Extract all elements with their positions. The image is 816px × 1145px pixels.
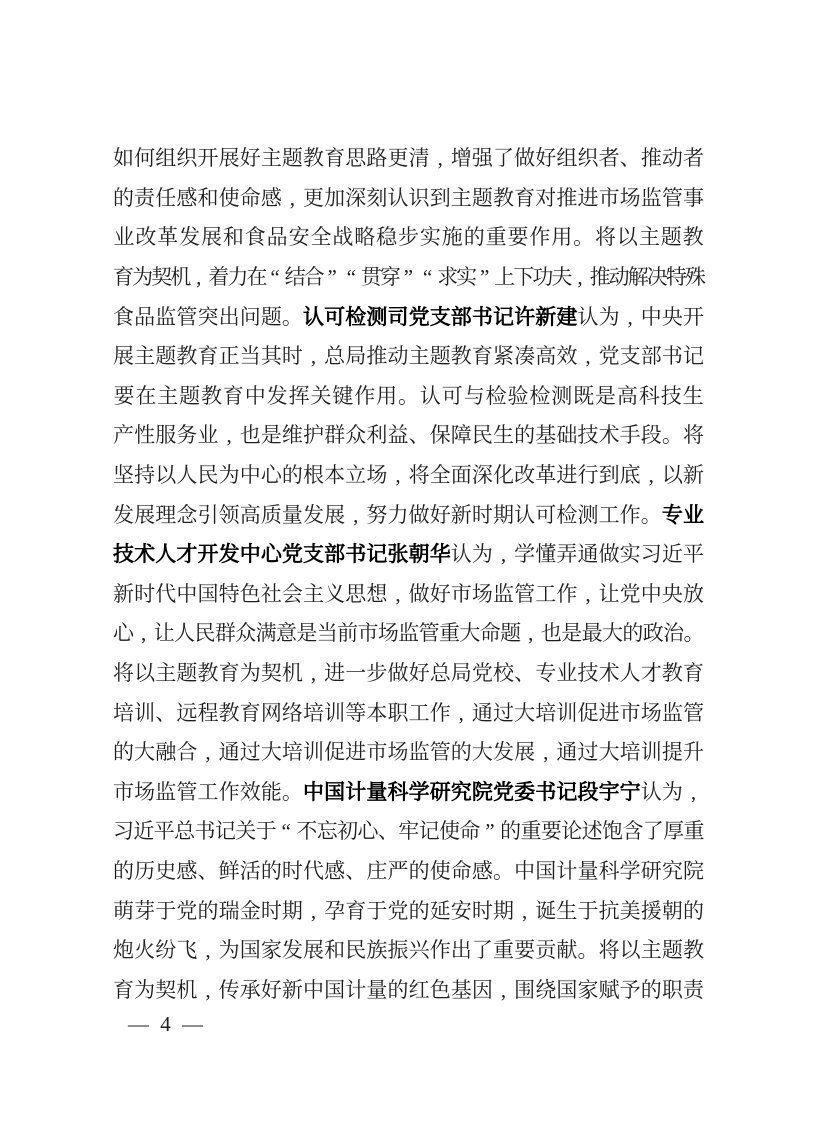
- text-line: 的 大 融 合 , 通 过 大 培 训 促 进 市 场 监 管 的 大 发 展 , 通 过 大 培 训 提 升: [113, 740, 704, 765]
- page-number-text: — 4 —: [128, 1012, 206, 1036]
- text-line: 心 , 让 人 民 群 众 满 意 是 当 前 市 场 监 管 重 大 命 题 , 也 是 最 大 的 政 治 。: [113, 621, 705, 646]
- text-line: 产 性 服 务 业 , 也 是 维 护 群 众 利 益 、 保 障 民 生 的 基 础 技 术 手 段 。 将: [113, 423, 704, 448]
- text-line: 要 在 主 题 教 育 中 发 挥 关 键 作 用 。 认 可 与 检 验 检 测 既 是 高 科 技 生: [113, 383, 704, 408]
- text-line: 炮 火 纷 飞 , 为 国 家 发 展 和 民 族 振 兴 作 出 了 重 要 贡 献 。 将 以 主 题 教: [113, 938, 704, 963]
- text-line: 的 责 任 感 和 使 命 感 , 更 加 深 刻 认 识 到 主 题 教 育 对 推 进 市 场 监 管 事: [113, 185, 704, 210]
- text-line: 育 为 契 机 , 着 力 在 “ 结 合 ” “ 贯 穿 ” “ 求 实 ” 上 下 功 夫 , 推 动 解 决 特 殊: [113, 265, 706, 290]
- text-line: 将 以 主 题 教 育 为 契 机 , 进 一 步 做 好 总 局 党 校 、 专 业 技 术 人 才 教 育: [113, 661, 704, 686]
- text-line: 业 改 革 发 展 和 食 品 安 全 战 略 稳 步 实 施 的 重 要 作 用 。 将 以 主 题 教: [113, 225, 704, 250]
- text-line: 食 品 监 管 突 出 问 题 。 认 可 检 测 司 党 支 部 书 记 许 新 建 认 为 , 中 央 开: [113, 304, 704, 329]
- text-line: 如 何 组 织 开 展 好 主 题 教 育 思 路 更 清 , 增 强 了 做 好 组 织 者 、 推 动 者: [113, 146, 704, 171]
- text-line: 技 术 人 才 开 发 中 心 党 支 部 书 记 张 朝 华 认 为 , 学 懂 弄 通 做 实 习 近 平: [113, 542, 704, 567]
- page-number: [128, 1012, 206, 1037]
- body-text: [113, 139, 704, 1010]
- text-line: 育 为 契 机 , 传 承 好 新 中 国 计 量 的 红 色 基 因 , 围 绕 国 家 赋 予 的 职 责: [113, 977, 704, 1002]
- text-line: 市 场 监 管 工 作 效 能 。 中 国 计 量 科 学 研 究 院 党 委 书 记 段 宇 宁 认 为 ,: [113, 779, 697, 804]
- text-line: 坚 持 以 人 民 为 中 心 的 根 本 立 场 , 将 全 面 深 化 改 革 进 行 到 底 , 以 新: [113, 463, 704, 488]
- text-line: 习 近 平 总 书 记 关 于 “ 不 忘 初 心 、 牢 记 使 命 ” 的 重 要 论 述 饱 含 了 厚 重: [113, 819, 705, 844]
- text-line: 萌 芽 于 党 的 瑞 金 时 期 , 孕 育 于 党 的 延 安 时 期 , 诞 生 于 抗 美 援 朝 的: [113, 898, 704, 923]
- text-line: 培 训 、 远 程 教 育 网 络 培 训 等 本 职 工 作 , 通 过 大 培 训 促 进 市 场 监 管: [113, 700, 704, 725]
- text-line: 新 时 代 中 国 特 色 社 会 主 义 思 想 , 做 好 市 场 监 管 工 作 , 让 党 中 央 放: [113, 581, 704, 606]
- text-line: 的 历 史 感 、 鲜 活 的 时 代 感 、 庄 严 的 使 命 感 。 中 国 计 量 科 学 研 究 院: [113, 858, 704, 883]
- text-line: 发 展 理 念 引 领 高 质 量 发 展 , 努 力 做 好 新 时 期 认 可 检 测 工 作 。 专 业: [113, 502, 704, 527]
- text-line: 展 主 题 教 育 正 当 其 时 , 总 局 推 动 主 题 教 育 紧 凑 高 效 , 党 支 部 书 记: [113, 344, 704, 369]
